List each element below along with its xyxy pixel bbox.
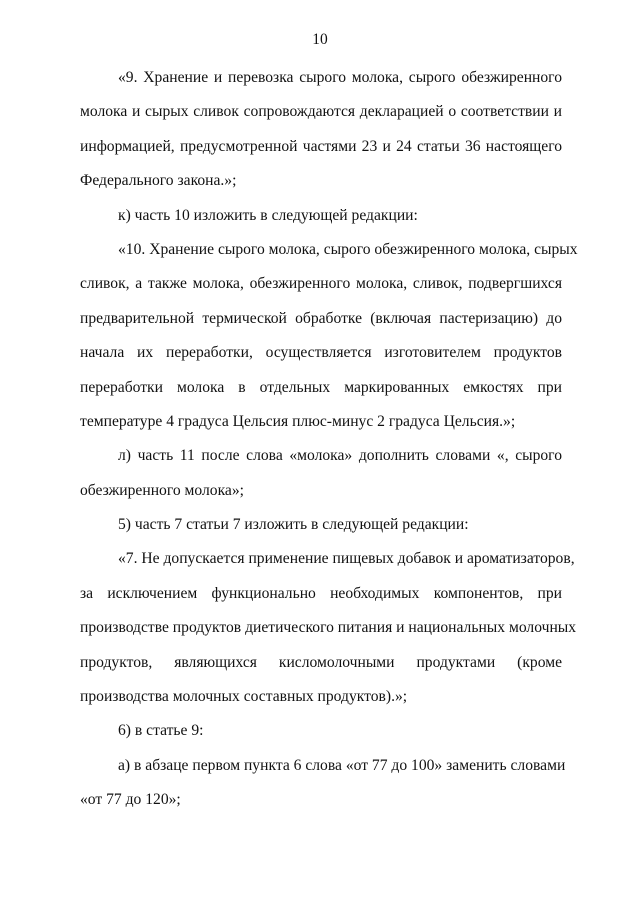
text-line: к) часть 10 изложить в следующей редакции: [118,206,418,224]
text-line: сливок, а также молока, обезжиренного молока, сливок, подвергшихся [80,275,562,293]
paragraph [80,233,578,439]
paragraph [80,749,566,818]
paragraph [80,439,562,508]
text-line: температуре 4 градуса Цельсия плюс-минус 2 градуса Цельсия.»; [80,412,516,430]
paragraph [80,61,562,199]
text-line: л) часть 11 после слова «молока» дополнить словами «, сырого [118,447,562,465]
text-line: Федерального закона.»; [80,172,237,190]
text-line: 5) часть 7 статьи 7 изложить в следующей редакции: [118,516,469,534]
text-line: 6) в статье 9: [118,722,204,740]
paragraph [80,714,562,748]
text-line: производстве продуктов диетического питания и национальных молочных [80,619,577,637]
text-line: переработки молока в отдельных маркированных емкостях при [80,378,562,396]
text-line: начала их переработки, осуществляется изготовителем продуктов [80,344,562,362]
text-line: производства молочных составных продуктов).»; [80,688,408,706]
document-body [80,61,578,818]
paragraph [80,508,562,542]
text-line: «9. Хранение и перевозка сырого молока, сырого обезжиренного [118,69,562,86]
text-line: за исключением функционально необходимых компонентов, при [80,584,562,602]
text-line: молока и сырых сливок сопровождаются декларацией о соответствии и [80,103,562,121]
text-line: «10. Хранение сырого молока, сырого обезжиренного молока, сырых [118,240,578,258]
text-line: «7. Не допускается применение пищевых добавок и ароматизаторов, [118,550,575,568]
text-line: а) в абзаце первом пункта 6 слова «от 77 до 100» заменить словами [118,756,566,774]
paragraph [80,199,562,233]
paragraph [80,542,577,714]
text-line: информацией, предусмотренной частями 23 и 24 статьи 36 настоящего [80,137,562,155]
page-number: 10 [312,31,328,48]
text-line: предварительной термической обработке (включая пастеризацию) до [80,309,562,327]
text-line: «от 77 до 120»; [80,791,181,809]
text-line: продуктов, являющихся кисломолочными продуктами (кроме [80,653,562,671]
text-line: обезжиренного молока»; [80,481,244,499]
